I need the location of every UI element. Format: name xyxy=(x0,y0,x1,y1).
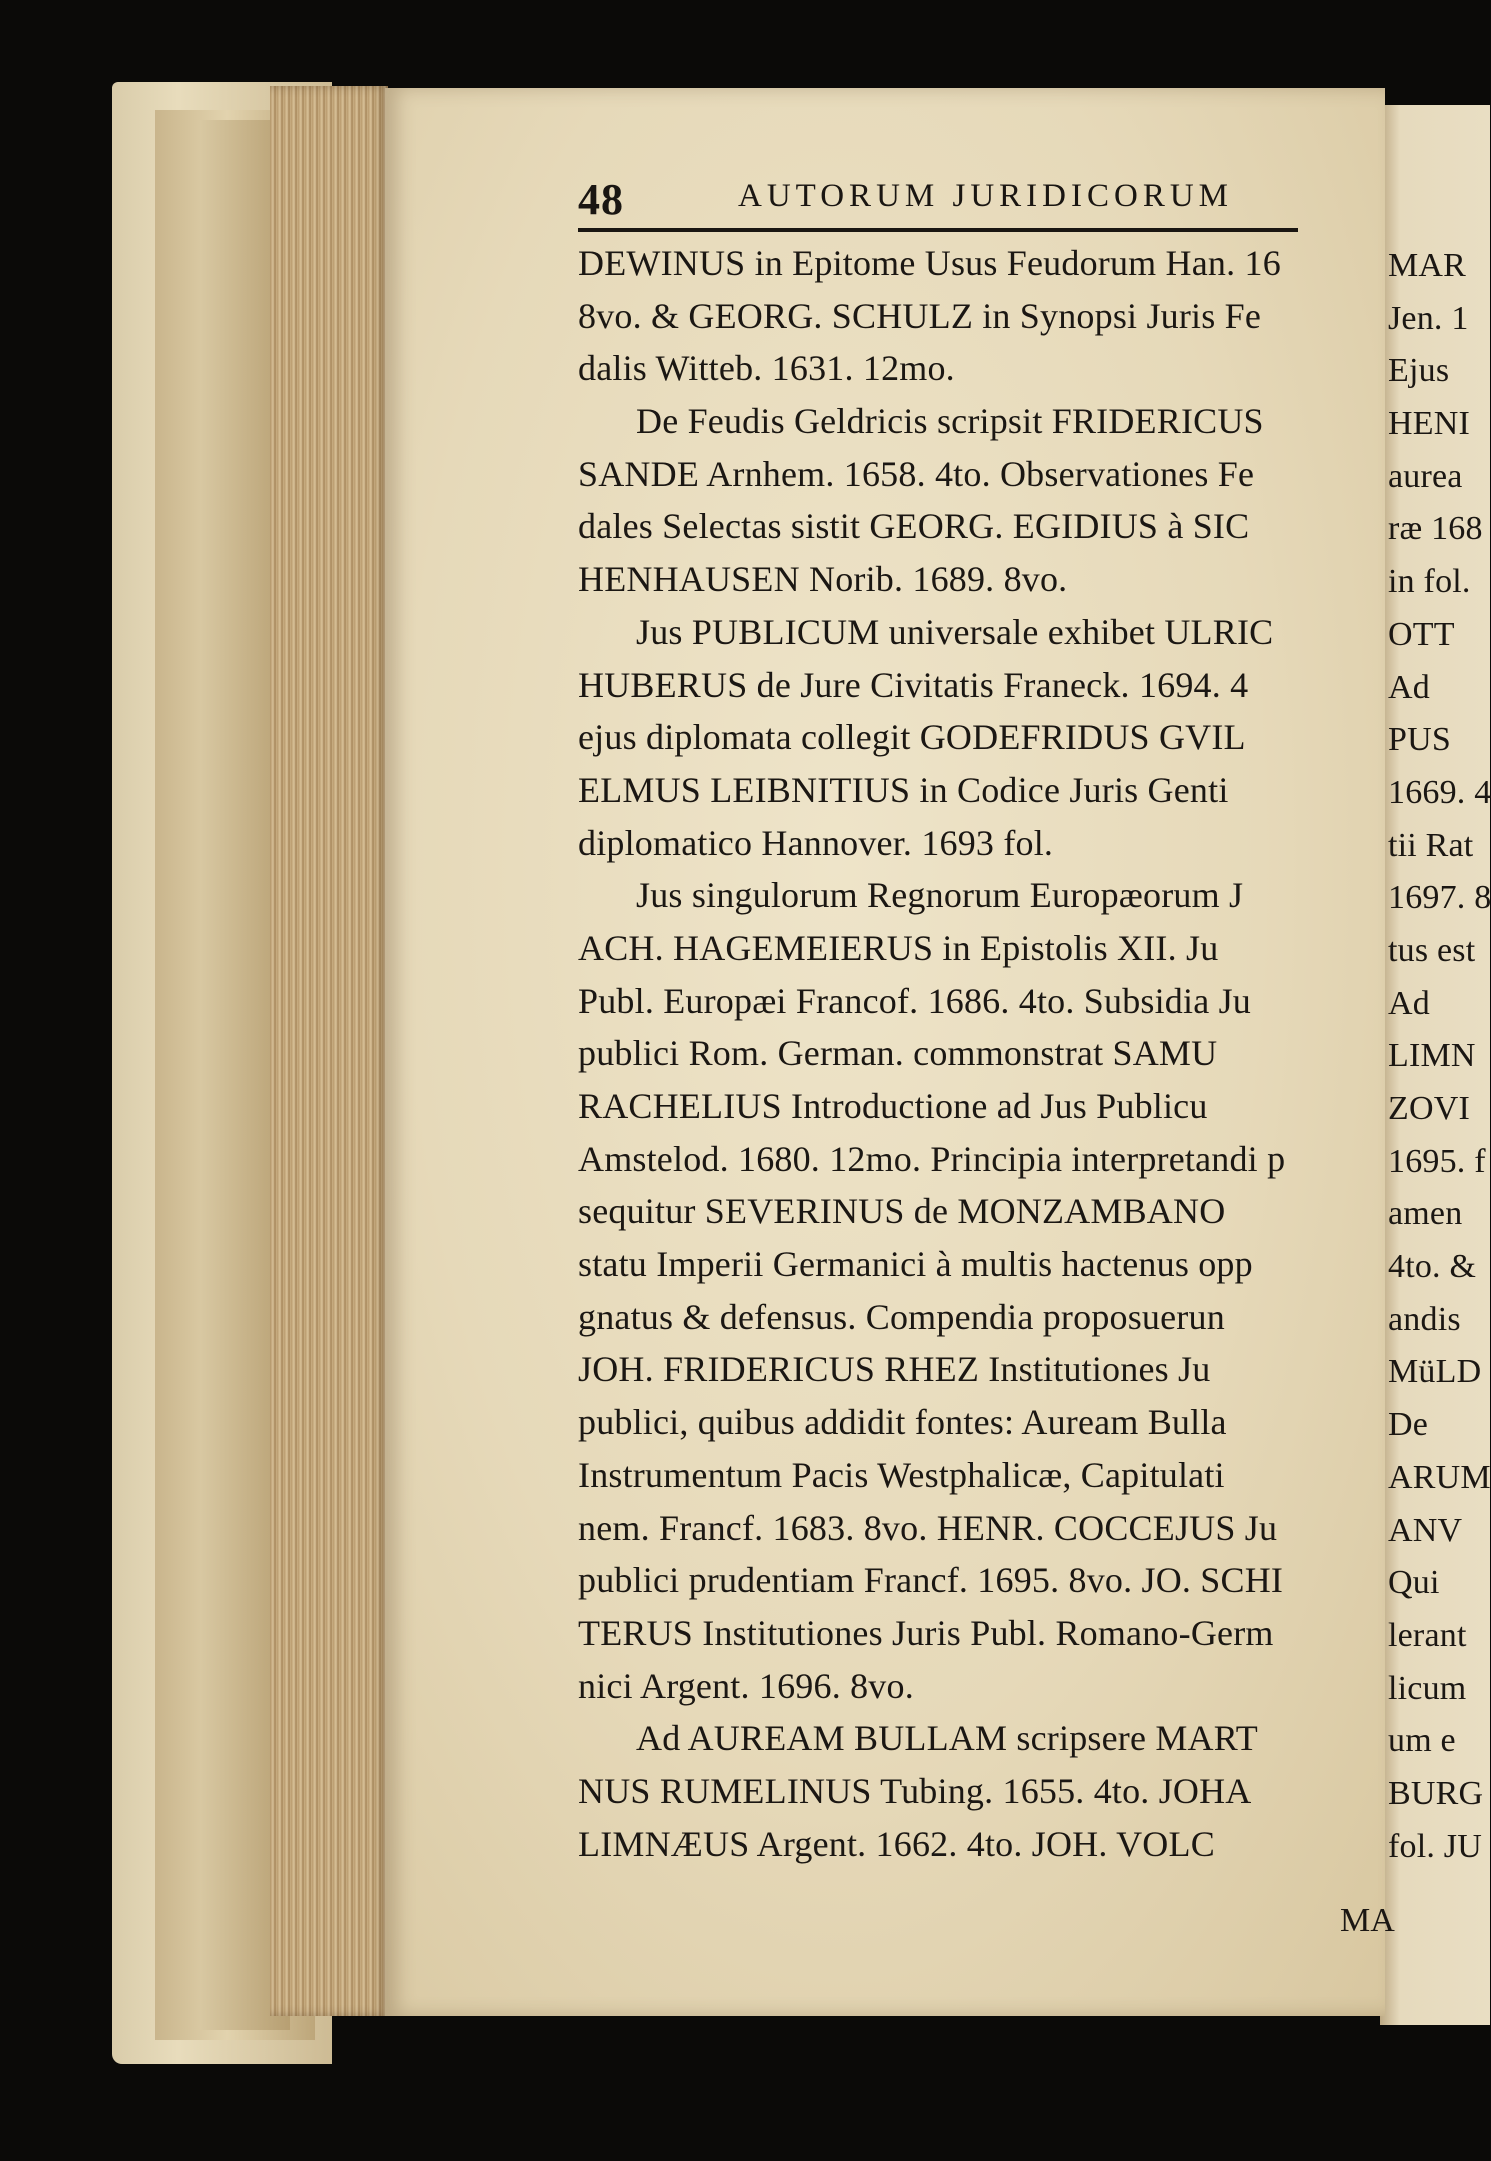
header-rule xyxy=(578,228,1298,232)
facing-page-line: MüLD xyxy=(1388,1353,1482,1391)
text-line: 8vo. & GEORG. SCHULZ in Synopsi Juris Fe xyxy=(578,295,1262,336)
facing-page-line: 1669. 4 xyxy=(1388,773,1491,811)
facing-page-line: HENI xyxy=(1388,405,1470,443)
text-line: NUS RUMELINUS Tubing. 1655. 4to. JOHA xyxy=(578,1770,1252,1811)
facing-page-line: De xyxy=(1388,1406,1429,1444)
text-line: nici Argent. 1696. 8vo. xyxy=(578,1665,914,1706)
facing-page-line: andis xyxy=(1388,1300,1461,1338)
text-line: Jus PUBLICUM universale exhibet ULRIC xyxy=(636,611,1274,652)
facing-page-line: Ad xyxy=(1388,668,1430,706)
text-line: DEWINUS in Epitome Usus Feudorum Han. 16 xyxy=(578,243,1281,283)
text-line: Ad AUREAM BULLAM scripsere MART xyxy=(636,1718,1258,1759)
text-line: dales Selectas sistit GEORG. EGIDIUS à SIC xyxy=(578,506,1250,547)
facing-page-line: OTT xyxy=(1388,615,1455,653)
facing-page-line: ANV xyxy=(1388,1511,1463,1549)
page-edges xyxy=(270,86,388,2016)
facing-page-line: ARUM xyxy=(1388,1458,1491,1496)
facing-page-line: BURG xyxy=(1388,1774,1484,1812)
facing-page-line: 1697. 8 xyxy=(1388,879,1491,917)
page-header xyxy=(578,168,1298,228)
running-head: AUTORUM JURIDICORUM xyxy=(738,178,1234,214)
text-line: TERUS Institutiones Juris Publ. Romano-Germ xyxy=(578,1612,1274,1653)
text-line: sequitur SEVERINUS de MONZAMBANO xyxy=(578,1191,1226,1232)
facing-page-line: aurea xyxy=(1388,457,1463,495)
facing-page-line: PUS xyxy=(1388,721,1451,759)
text-line: SANDE Arnhem. 1658. 4to. Observationes Fe xyxy=(578,453,1255,494)
text-line: HUBERUS de Jure Civitatis Franeck. 1694. 4 xyxy=(578,664,1249,705)
facing-page-line: LIMN xyxy=(1388,1037,1476,1075)
text-line: Instrumentum Pacis Westphalicæ, Capitulati xyxy=(578,1454,1225,1495)
text-line: RACHELIUS Introductione ad Jus Publicu xyxy=(578,1086,1208,1126)
text-line: gnatus & defensus. Compendia proposuerun xyxy=(578,1296,1225,1337)
facing-page-text xyxy=(1388,240,1491,1865)
facing-page-line: MAR xyxy=(1388,247,1467,284)
text-line: HENHAUSEN Norib. 1689. 8vo. xyxy=(578,559,1068,600)
facing-page-line: tus est xyxy=(1388,931,1476,969)
text-line: dalis Witteb. 1631. 12mo. xyxy=(578,348,955,389)
text-line: Jus singulorum Regnorum Europæorum J xyxy=(636,875,1244,916)
facing-page-line: tii Rat xyxy=(1388,826,1474,864)
facing-page-line: lerant xyxy=(1388,1616,1467,1654)
page-number: 48 xyxy=(578,175,624,224)
text-line: ELMUS LEIBNITIUS in Codice Juris Genti xyxy=(578,769,1229,810)
text-line: LIMNÆUS Argent. 1662. 4to. JOH. VOLC xyxy=(578,1823,1215,1864)
facing-page-line: in fol. xyxy=(1388,563,1471,601)
facing-page-line: Ejus xyxy=(1388,352,1450,390)
text-line: publici, quibus addidit fontes: Auream Bulla xyxy=(578,1402,1227,1443)
text-line: Amstelod. 1680. 12mo. Principia interpretandi p xyxy=(578,1138,1286,1179)
text-line: ACH. HAGEMEIERUS in Epistolis XII. Ju xyxy=(578,927,1219,968)
facing-page-line: 1695. f xyxy=(1388,1142,1486,1180)
facing-page-line: 4to. & xyxy=(1388,1248,1477,1286)
catchword: MA xyxy=(1340,1902,1395,1939)
text-line: publici prudentiam Francf. 1695. 8vo. JO. SCHI xyxy=(578,1560,1284,1601)
text-line: Publ. Europæi Francof. 1686. 4to. Subsidia Ju xyxy=(578,980,1251,1021)
facing-page-line: ZOVI xyxy=(1388,1090,1470,1127)
text-line: publici Rom. German. commonstrat SAMU xyxy=(578,1033,1218,1074)
text-line: ejus diplomata collegit GODEFRIDUS GVIL xyxy=(578,717,1246,758)
text-line: nem. Francf. 1683. 8vo. HENR. COCCEJUS Ju xyxy=(578,1507,1278,1548)
facing-page-line: um e xyxy=(1388,1722,1456,1760)
page-body-text xyxy=(578,237,1386,1864)
facing-page-line: Qui xyxy=(1388,1564,1440,1602)
facing-page-line: Jen. 1 xyxy=(1388,299,1469,337)
text-line: diplomatico Hannover. 1693 fol. xyxy=(578,822,1054,863)
facing-page-line: fol. JU xyxy=(1388,1827,1482,1865)
text-line: De Feudis Geldricis scripsit FRIDERICUS xyxy=(636,401,1264,442)
facing-page-line: ræ 168 xyxy=(1388,510,1483,548)
facing-page-line: Ad xyxy=(1388,984,1430,1022)
facing-page-line: licum xyxy=(1388,1669,1467,1707)
text-line: JOH. FRIDERICUS RHEZ Institutiones Ju xyxy=(578,1349,1211,1390)
text-line: statu Imperii Germanici à multis hactenus opp xyxy=(578,1244,1253,1285)
facing-page-line: amen xyxy=(1388,1195,1463,1233)
